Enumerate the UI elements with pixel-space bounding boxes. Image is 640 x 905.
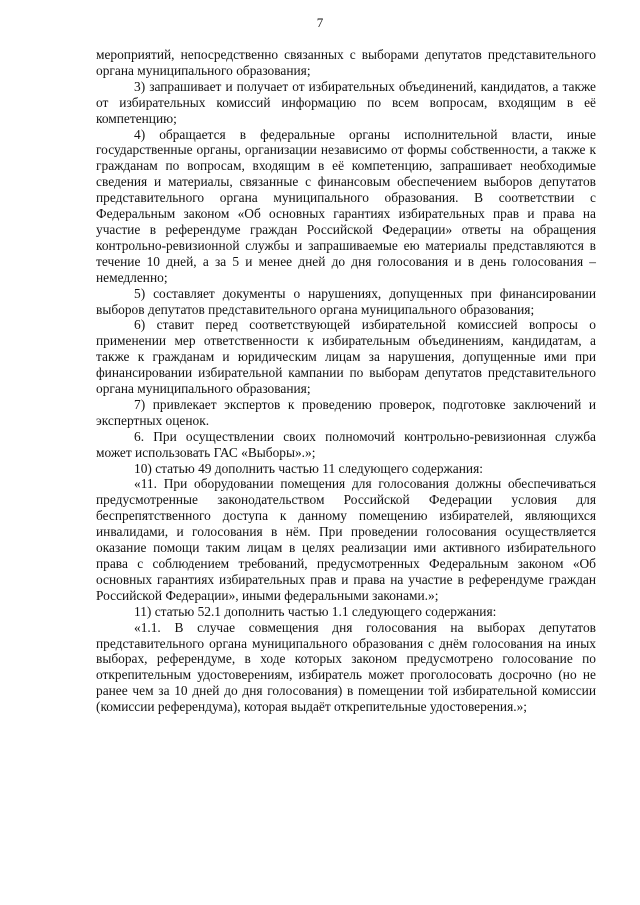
paragraph-item-6: 6) ставит перед соответствующей избирательной комиссией вопросы о применении мер ответственности к избирательным объединениям, кандидатам, а также к гражданам и юридическим лицам за нарушения, допущенные ими при финансировании избирательной кампании по выборам депутатов представительного органа муниципального образования; <box>96 317 596 397</box>
paragraph-part-11-text: «11. При оборудовании помещения для голосования должны обеспечиваться предусмотренные законодательством Российской Федерации условия для беспрепятственного доступа к данному помещению избирателей, являющихся инвалидами, и голосования в нём. При проведении голосования осуществляется оказание помощи таким лицам в целях реализации ими активного избирательного права с соблюдением требований, предусмотренных Федеральным законом «Об основных гарантиях избирательных прав и права на участие в референдуме граждан Российской Федерации», иными федеральными законами.»; <box>96 476 596 603</box>
paragraph-item-3: 3) запрашивает и получает от избирательных объединений, кандидатов, а также от избирательных комиссий информацию по всем вопросам, входящим в её компетенцию; <box>96 78 596 126</box>
page-number: 7 <box>316 15 324 30</box>
paragraph-item-5: 5) составляет документы о нарушениях, допущенных при финансировании выборов депутатов представительного органа муниципального образования; <box>96 285 596 317</box>
paragraph-item-7: 7) привлекает экспертов к проведению проверок, подготовке заключений и экспертных оценок. <box>96 396 596 428</box>
paragraph-amendment-10: 10) статью 49 дополнить частью 11 следующего содержания: <box>134 460 483 476</box>
document-body <box>96 47 596 715</box>
paragraph-continuation: мероприятий, непосредственно связанных с выборами депутатов представительного органа муниципального образования; <box>96 47 596 78</box>
paragraph-part-6: 6. При осуществлении своих полномочий контрольно-ревизионная служба может использовать ГАС «Выборы».»; <box>96 428 596 460</box>
paragraph-part-1-1-text: «1.1. В случае совмещения дня голосования на выборах депутатов представительного органа муниципального образования с днём голосования на иных выборах, референдуме, в ходе которых законом предусмотрено голосование по открепительным удостоверениям, избиратель может проголосовать досрочно (но не ранее чем за 10 дней до дня голосования) в помещении той избирательной комиссии (комиссии референдума), которая выдаёт открепительные удостоверения.»; <box>96 619 596 715</box>
paragraph-amendment-11: 11) статью 52.1 дополнить частью 1.1 следующего содержания: <box>134 603 497 619</box>
paragraph-item-4: 4) обращается в федеральные органы исполнительной власти, иные государственные органы, организации независимо от формы собственности, а также к гражданам по вопросам, входящим в её компетенцию, запрашивает необходимые сведения и материалы, связанные с финансовым обеспечением выборов депутатов представительного органа муниципального образования. В соответствии с Федеральным законом «Об основных гарантиях избирательных прав и права на участие в референдуме граждан Российской Федерации» ответы на обращения контрольно-ревизионной службы и запрашиваемые ею материалы представляются в течение 10 дней, а за 5 и менее дней до дня голосования и в день голосования – немедленно; <box>96 126 596 285</box>
